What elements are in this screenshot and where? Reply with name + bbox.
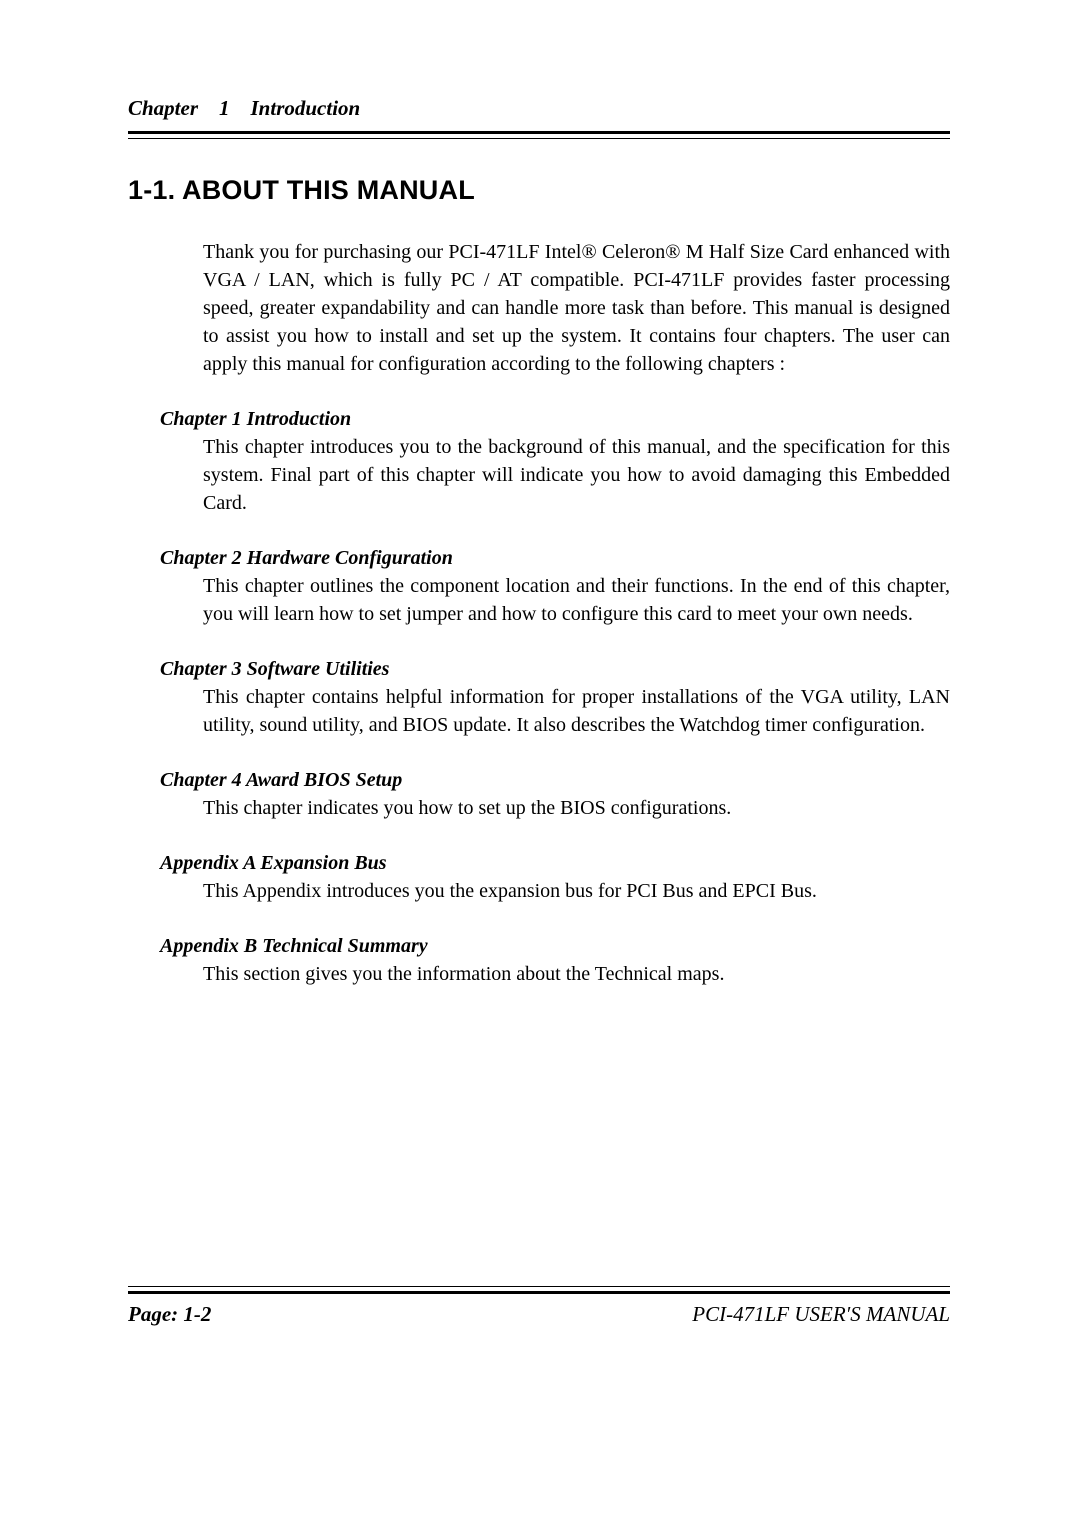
section-chapter-3 [128,655,950,739]
header-rule-thin [128,138,950,139]
section-body: This Appendix introduces you the expansion bus for PCI Bus and EPCI Bus. [203,880,817,902]
page-title: 1-1. ABOUT THIS MANUAL [128,175,475,205]
footer-page-number: Page: 1-2 [128,1302,212,1326]
section-body: This chapter indicates you how to set up the BIOS configurations. [203,797,732,819]
section-chapter-1 [128,405,950,517]
section-appendix-a [128,849,950,905]
section-heading: Chapter 3 Software Utilities [160,658,390,680]
section-chapter-4 [128,766,950,822]
footer-rule-thick [128,1291,950,1294]
section-heading: Chapter 1 Introduction [160,408,352,430]
footer-row [128,1302,950,1327]
section-heading: Chapter 2 Hardware Configuration [160,547,453,569]
page-footer [128,1286,950,1327]
section-chapter-2 [128,544,950,628]
header-rule-group [128,131,950,139]
header-rule-thick [128,131,950,134]
section-heading: Chapter 4 Award BIOS Setup [160,769,403,791]
footer-rule-thin [128,1286,950,1287]
footer-manual-title: PCI-471LF USER′S MANUAL [692,1302,950,1326]
section-heading: Appendix B Technical Summary [160,935,428,957]
section-body: This chapter introduces you to the background of this manual, and the specification for this system. Final part of this chapter will indicate you how to avoid damaging this Embedded Card. [203,436,950,514]
section-body: This chapter outlines the component location and their functions. In the end of this chapter, you will learn how to set jumper and how to configure this card to meet your own needs. [203,575,950,625]
section-heading: Appendix A Expansion Bus [160,852,387,874]
intro-paragraph: Thank you for purchasing our PCI-471LF Intel® Celeron® M Half Size Card enhanced with VGA / LAN, which is fully PC / AT compatible. PCI-471LF provides faster processing speed, greater expandability and can handle more task than before. This manual is designed to assist you how to install and set up the system. It contains four chapters. The user can apply this manual for configuration according to the following chapters : [203,241,950,375]
section-appendix-b [128,932,950,988]
section-body: This chapter contains helpful information for proper installations of the VGA utility, LAN utility, sound utility, and BIOS update. It also describes the Watchdog timer configuration. [203,686,950,736]
running-header: Chapter 1 Introduction [128,96,361,120]
section-body: This section gives you the information about the Technical maps. [203,963,725,985]
